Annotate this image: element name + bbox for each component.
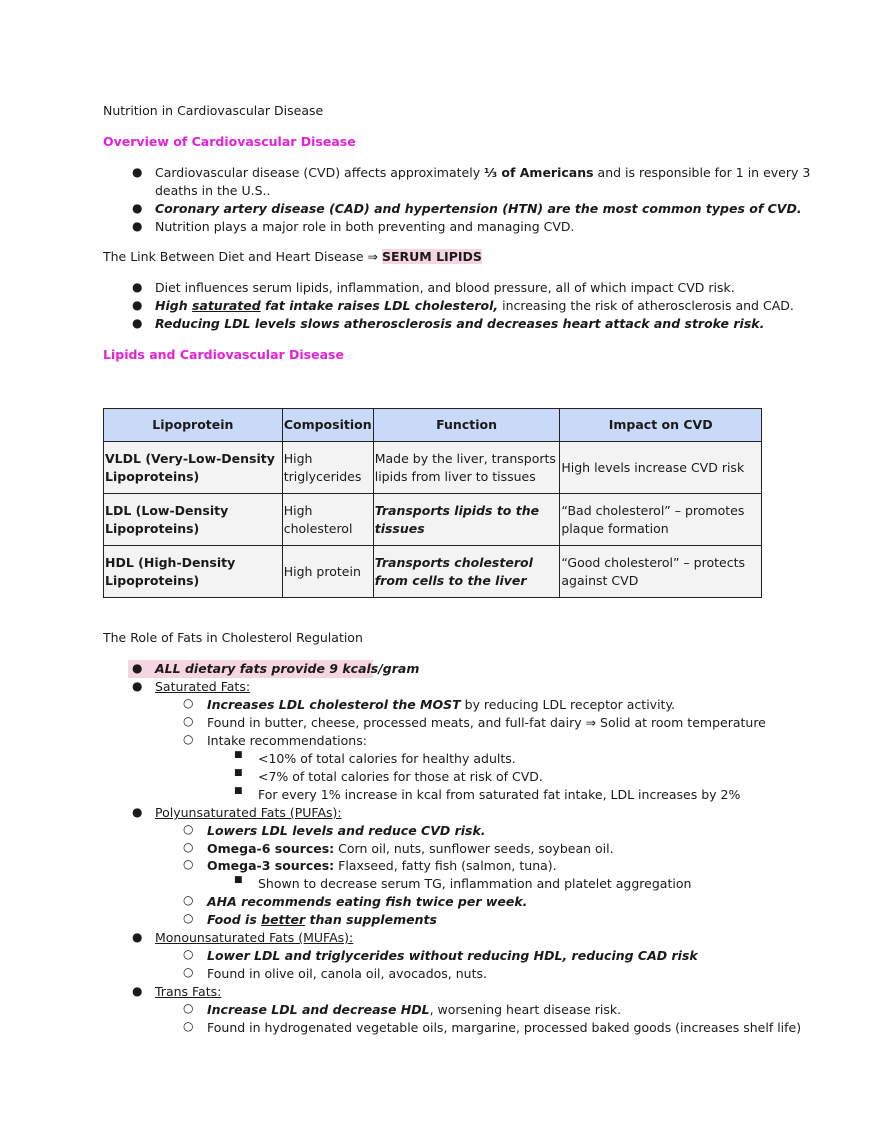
bullet-icon: ● xyxy=(132,805,143,819)
bullet-icon: ● xyxy=(132,165,143,179)
bullet-icon: ● xyxy=(132,298,143,312)
text: , worsening heart disease risk. xyxy=(429,1002,622,1017)
text: ⅓ of Americans xyxy=(484,165,594,180)
circle-bullet-icon: ○ xyxy=(183,911,194,925)
list-item xyxy=(207,840,614,858)
circle-bullet-icon: ○ xyxy=(183,840,194,854)
list-item: Found in olive oil, canola oil, avocados, nuts. xyxy=(207,966,487,981)
text: increasing the risk of atherosclerosis and CAD. xyxy=(498,298,794,313)
list-item: Coronary artery disease (CAD) and hypertension (HTN) are the most common types of CVD. xyxy=(155,201,802,216)
column-header: Composition xyxy=(282,409,373,442)
column-header: Function xyxy=(373,409,560,442)
section-line xyxy=(103,248,482,266)
table-cell: LDL (Low-Density Lipoproteins) xyxy=(104,494,283,546)
list-item: Intake recommendations: xyxy=(207,733,367,748)
list-item: Lower LDL and triglycerides without reducing HDL, reducing CAD risk xyxy=(207,948,698,963)
circle-bullet-icon: ○ xyxy=(183,965,194,979)
list-item xyxy=(207,857,557,875)
list-item: Found in butter, cheese, processed meats, and full-fat dairy ⇒ Solid at room temperature xyxy=(207,715,766,730)
text: High xyxy=(155,298,192,313)
list-item: <10% of total calories for healthy adults. xyxy=(258,751,516,766)
list-item: Reducing LDL levels slows atherosclerosis and decreases heart attack and stroke risk. xyxy=(155,316,765,331)
circle-bullet-icon: ○ xyxy=(183,714,194,728)
table-row xyxy=(104,442,762,494)
list-item: Shown to decrease serum TG, inflammation and platelet aggregation xyxy=(258,876,692,891)
list-item: Diet influences serum lipids, inflammation, and blood pressure, all of which impact CVD risk. xyxy=(155,280,735,295)
text: Corn oil, nuts, sunflower seeds, soybean oil. xyxy=(334,841,614,856)
table-row xyxy=(104,494,762,546)
list-item: Nutrition plays a major role in both preventing and managing CVD. xyxy=(155,219,575,234)
list-item xyxy=(207,696,675,714)
list-item: For every 1% increase in kcal from saturated fat intake, LDL increases by 2% xyxy=(258,787,741,802)
bullet-icon: ● xyxy=(132,201,143,215)
column-header: Lipoprotein xyxy=(104,409,283,442)
bullet-icon: ● xyxy=(132,661,143,675)
bullet-icon: ● xyxy=(132,316,143,330)
square-bullet-icon: ■ xyxy=(234,768,243,778)
circle-bullet-icon: ○ xyxy=(183,822,194,836)
bullet-icon: ● xyxy=(132,679,143,693)
text: saturated xyxy=(191,298,261,313)
circle-bullet-icon: ○ xyxy=(183,857,194,871)
text: Omega-3 sources: xyxy=(207,858,335,873)
list-item-cont: deaths in the U.S.. xyxy=(155,183,271,198)
table-cell: HDL (High-Density Lipoproteins) xyxy=(104,546,283,598)
bullet-icon: ● xyxy=(132,280,143,294)
text: Flaxseed, fatty fish (salmon, tuna). xyxy=(334,858,557,873)
text: better xyxy=(261,912,306,927)
list-item: Found in hydrogenated vegetable oils, margarine, processed baked goods (increases shelf life) xyxy=(207,1020,802,1035)
square-bullet-icon: ■ xyxy=(234,750,243,760)
lipoprotein-table xyxy=(103,408,762,598)
table-cell: VLDL (Very-Low-Density Lipoproteins) xyxy=(104,442,283,494)
highlight-text: SERUM LIPIDS xyxy=(381,249,482,264)
list-item: ALL dietary fats provide 9 kcals/gram xyxy=(155,661,420,676)
section-title: The Role of Fats in Cholesterol Regulation xyxy=(103,630,363,645)
table-cell: High triglycerides xyxy=(282,442,373,494)
table-cell: “Good cholesterol” – protects against CVD xyxy=(560,546,762,598)
list-item xyxy=(207,1001,621,1019)
text: Increase LDL and decrease HDL xyxy=(207,1002,430,1017)
table-row xyxy=(104,546,762,598)
heading-overview: Overview of Cardiovascular Disease xyxy=(103,134,356,149)
heading-lipids: Lipids and Cardiovascular Disease xyxy=(103,347,344,362)
table-cell: Made by the liver, transports lipids from liver to tissues xyxy=(373,442,560,494)
bullet-icon: ● xyxy=(132,984,143,998)
circle-bullet-icon: ○ xyxy=(183,696,194,710)
text: Cardiovascular disease (CVD) affects approximately xyxy=(155,165,485,180)
circle-bullet-icon: ○ xyxy=(183,1019,194,1033)
table-cell: High cholesterol xyxy=(282,494,373,546)
list-item: Saturated Fats: xyxy=(155,679,251,694)
table-header-row xyxy=(104,409,762,442)
text: and is responsible for 1 in every 3 xyxy=(593,165,811,180)
list-item: Polyunsaturated Fats (PUFAs): xyxy=(155,805,342,820)
list-item xyxy=(155,164,810,182)
text: The Link Between Diet and Heart Disease ⇒ xyxy=(103,249,382,264)
list-item xyxy=(155,297,794,315)
bullet-icon: ● xyxy=(132,930,143,944)
text: by reducing LDL receptor activity. xyxy=(460,697,676,712)
circle-bullet-icon: ○ xyxy=(183,1001,194,1015)
table-cell: Transports lipids to the tissues xyxy=(373,494,560,546)
list-item xyxy=(207,911,437,929)
square-bullet-icon: ■ xyxy=(234,875,243,885)
list-item: AHA recommends eating fish twice per week. xyxy=(207,894,528,909)
circle-bullet-icon: ○ xyxy=(183,947,194,961)
list-item: Trans Fats: xyxy=(155,984,222,999)
table-cell: High protein xyxy=(282,546,373,598)
table-cell: “Bad cholesterol” – promotes plaque formation xyxy=(560,494,762,546)
square-bullet-icon: ■ xyxy=(234,786,243,796)
circle-bullet-icon: ○ xyxy=(183,732,194,746)
text: fat intake raises LDL cholesterol, xyxy=(260,298,499,313)
column-header: Impact on CVD xyxy=(560,409,762,442)
doc-title: Nutrition in Cardiovascular Disease xyxy=(103,103,324,118)
list-item: Lowers LDL levels and reduce CVD risk. xyxy=(207,823,486,838)
text: than supplements xyxy=(305,912,437,927)
circle-bullet-icon: ○ xyxy=(183,893,194,907)
text: Food is xyxy=(207,912,262,927)
text: Increases LDL cholesterol the MOST xyxy=(207,697,461,712)
table-cell: High levels increase CVD risk xyxy=(560,442,762,494)
table-cell: Transports cholesterol from cells to the liver xyxy=(373,546,560,598)
text: Omega-6 sources: xyxy=(207,841,335,856)
list-item: Monounsaturated Fats (MUFAs): xyxy=(155,930,354,945)
bullet-icon: ● xyxy=(132,219,143,233)
list-item: <7% of total calories for those at risk of CVD. xyxy=(258,769,543,784)
